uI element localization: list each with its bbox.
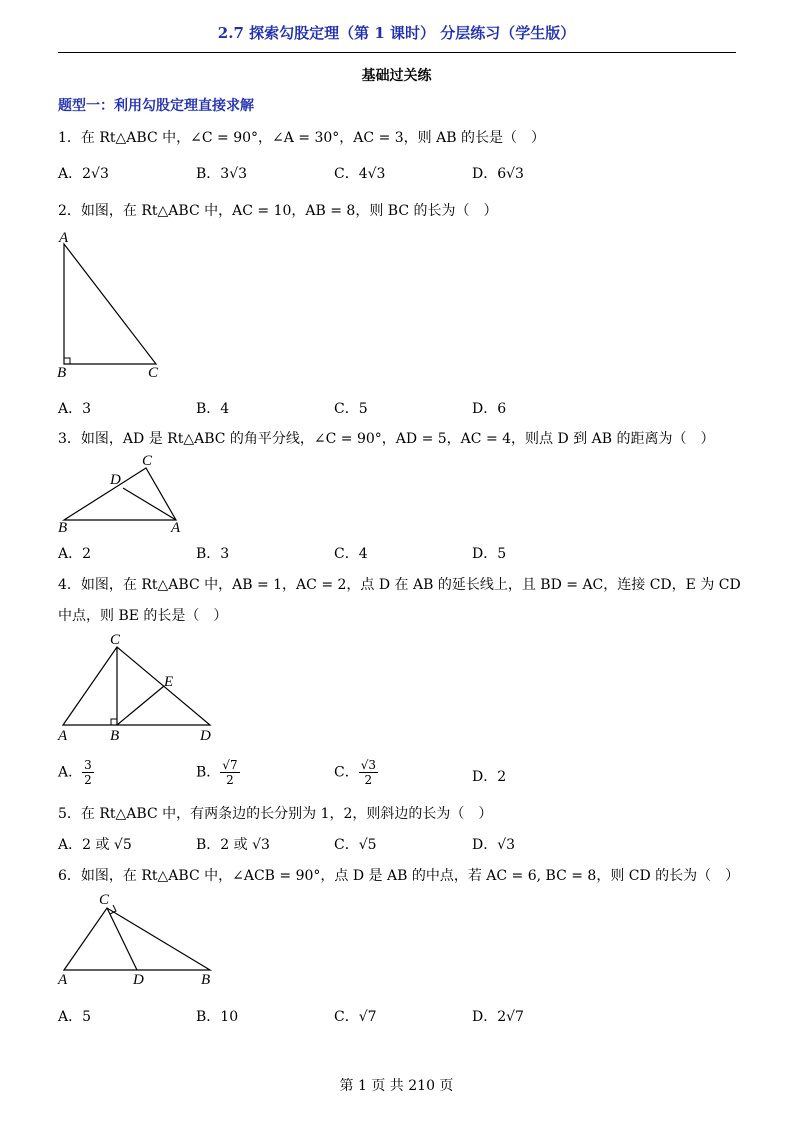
q2-label-c: C	[148, 365, 159, 381]
q6-label-d: D	[133, 972, 144, 988]
q6-triangle	[64, 908, 210, 970]
section-title: 基础过关练	[361, 68, 432, 84]
q2-label-a: A	[59, 230, 69, 246]
q6-triangle-figure	[50, 890, 225, 990]
q3-bisector-ad	[123, 488, 176, 520]
q4-option-c	[334, 758, 378, 787]
option-letter: C．	[334, 764, 359, 781]
option-letter: A．	[58, 764, 83, 781]
question-text: 如图，AD 是 Rt△ABC 的角平分线，∠C = 90°，AD = 5，AC = 4，则点 D 到 AB 的距离为（ ）	[80, 431, 715, 447]
q4-right-angle-mark	[111, 719, 117, 725]
q2-label-b: B	[57, 365, 67, 381]
q3-option-b: B．3	[196, 546, 230, 562]
q6-label-c: C	[99, 892, 110, 908]
q4-triangle-figure	[50, 632, 225, 747]
q3-label-c: C	[142, 453, 153, 469]
q1-option-d: D．6√3	[472, 166, 524, 182]
q3-label-d: D	[110, 472, 121, 488]
q3-option-d: D．5	[472, 546, 507, 562]
q2-triangle-figure	[50, 228, 180, 383]
header-divider	[58, 52, 736, 53]
question-text: 如图，在 Rt△ABC 中，AC = 10，AB = 8，则 BC 的长为（ ）	[80, 203, 498, 219]
document-header-title: 2.7 探索勾股定理（第 1 课时） 分层练习（学生版）	[217, 24, 576, 42]
q6-option-c: C．√7	[334, 1009, 377, 1025]
q4-label-d: D	[200, 728, 211, 744]
q6-label-b: B	[201, 972, 211, 988]
question-6	[58, 865, 739, 885]
q2-option-d: D．6	[472, 401, 507, 417]
q2-option-a: A．3	[58, 401, 92, 417]
q5-option-b: B．2 或 √3	[196, 837, 270, 853]
question-4-line-2: 中点，则 BE 的长是（ ）	[58, 608, 228, 624]
q1-option-b: B．3√3	[196, 166, 248, 182]
q2-option-c: C．5	[334, 401, 368, 417]
q2-right-angle-mark	[64, 358, 70, 364]
q3-option-c: C．4	[334, 546, 368, 562]
numerator: √3	[360, 758, 376, 772]
option-letter: B．	[196, 764, 221, 781]
q4-triangle-acd	[63, 647, 210, 725]
q4-label-e: E	[164, 674, 174, 690]
question-text: 如图，在 Rt△ABC 中，AB = 1，AC = 2，点 D 在 AB 的延长线上，且 BD = AC，连接 CD，E 为 CD	[80, 577, 741, 593]
q6-label-a: A	[58, 972, 68, 988]
question-type-heading: 题型一：利用勾股定理直接求解	[58, 98, 254, 114]
q4-segment-be	[117, 686, 164, 725]
q4-option-a	[58, 758, 94, 787]
q1-option-a: A．2√3	[58, 166, 109, 182]
question-text: 如图，在 Rt△ABC 中，∠ACB = 90°，点 D 是 AB 的中点，若 AC = 6, BC = 8，则 CD 的长为（ ）	[80, 868, 740, 884]
q3-triangle-figure	[50, 452, 200, 536]
question-text: 在 Rt△ABC 中，有两条边的长分别为 1，2，则斜边的长为（ ）	[80, 806, 493, 822]
q1-option-c: C．4√3	[334, 166, 386, 182]
question-1	[58, 127, 545, 147]
denominator: 2	[84, 773, 92, 787]
numerator: 3	[84, 758, 92, 772]
question-2	[58, 200, 498, 220]
question-number: 2．	[58, 203, 81, 219]
q6-option-d: D．2√7	[472, 1009, 524, 1025]
q5-option-a: A．2 或 √5	[58, 837, 132, 853]
q4-label-a: A	[58, 728, 68, 744]
fraction	[359, 758, 378, 787]
question-number: 6．	[58, 868, 81, 884]
fraction	[220, 758, 239, 787]
question-number: 4．	[58, 577, 81, 593]
numerator: √7	[222, 758, 238, 772]
question-5	[58, 803, 492, 823]
q2-triangle	[64, 244, 156, 364]
question-number: 3．	[58, 431, 81, 447]
question-text: 在 Rt△ABC 中，∠C = 90°，∠A = 30°，AC = 3，则 AB 的长是（ ）	[80, 130, 545, 146]
q4-option-d: D．2	[472, 769, 507, 785]
q3-label-a: A	[171, 520, 181, 536]
q3-label-b: B	[58, 520, 68, 536]
q6-option-b: B．10	[196, 1009, 239, 1025]
q4-label-b: B	[110, 728, 120, 744]
question-3	[58, 428, 714, 448]
question-number: 5．	[58, 806, 81, 822]
question-number: 1．	[58, 130, 81, 146]
q6-option-a: A．5	[58, 1009, 92, 1025]
q2-option-b: B．4	[196, 401, 230, 417]
q5-option-c: C．√5	[334, 837, 377, 853]
denominator: 2	[364, 773, 373, 787]
fraction	[82, 758, 94, 787]
q4-label-c: C	[110, 632, 121, 648]
denominator: 2	[226, 773, 234, 787]
question-4	[58, 574, 741, 594]
page-footer: 第 1 页 共 210 页	[339, 1078, 454, 1094]
q4-option-b	[196, 758, 240, 787]
q5-option-d: D．√3	[472, 837, 516, 853]
q3-option-a: A．2	[58, 546, 92, 562]
